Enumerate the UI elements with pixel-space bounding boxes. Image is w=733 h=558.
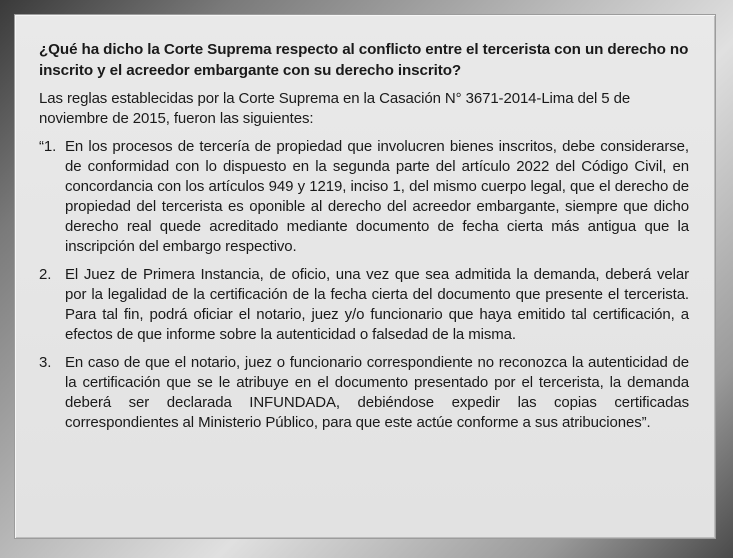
list-item-number: 2. (39, 266, 52, 283)
content-panel (14, 14, 716, 539)
list-item-text: En los procesos de tercería de propiedad que involucren bienes inscritos, debe considerarse, de conformidad con lo dispuesto en la segunda parte del artículo 2022 del Código Civil, en concordancia con los artículos 949 y 1219, inciso 1, del mismo cuerpo legal, que el derecho de propiedad del tercerista es oponible al derecho del acreedor embargante, siempre que dicho derecho real quede acreditado mediante documento de fecha cierta más antigua que la inscripción del embargo respectivo. (65, 138, 689, 255)
question-heading: ¿Qué ha dicho la Corte Suprema respecto al conflicto entre el tercerista con un derecho no inscrito y el acreedor embargante con su derecho inscrito? (39, 41, 689, 79)
list-item-text: El Juez de Primera Instancia, de oficio, una vez que sea admitida la demanda, deberá velar por la legalidad de la certificación de la fecha cierta del documento que presente el tercerista. Para tal fin, podrá oficiar el notario, juez y/o funcionario que haya emitido tal certificación, a efectos de que informe sobre la autenticidad o falsedad de la misma. (65, 266, 689, 343)
list-item-number: “1. (39, 138, 57, 155)
list-item (39, 353, 689, 433)
list-item (39, 137, 689, 257)
intro-paragraph: Las reglas establecidas por la Corte Suprema en la Casación N° 3671-2014-Lima del 5 de noviembre de 2015, fueron las siguientes: (39, 90, 631, 127)
list-item-number: 3. (39, 354, 52, 371)
list-item (39, 265, 689, 345)
list-item-text: En caso de que el notario, juez o funcionario correspondiente no reconozca la autenticidad de la certificación que se le atribuye en el documento presentado por el tercerista, la demanda deberá ser declarada INFUNDADA, debiéndose expedir las copias certificadas correspondientes al Ministerio Público, para que este actúe conforme a sus atribuciones”. (65, 354, 689, 431)
